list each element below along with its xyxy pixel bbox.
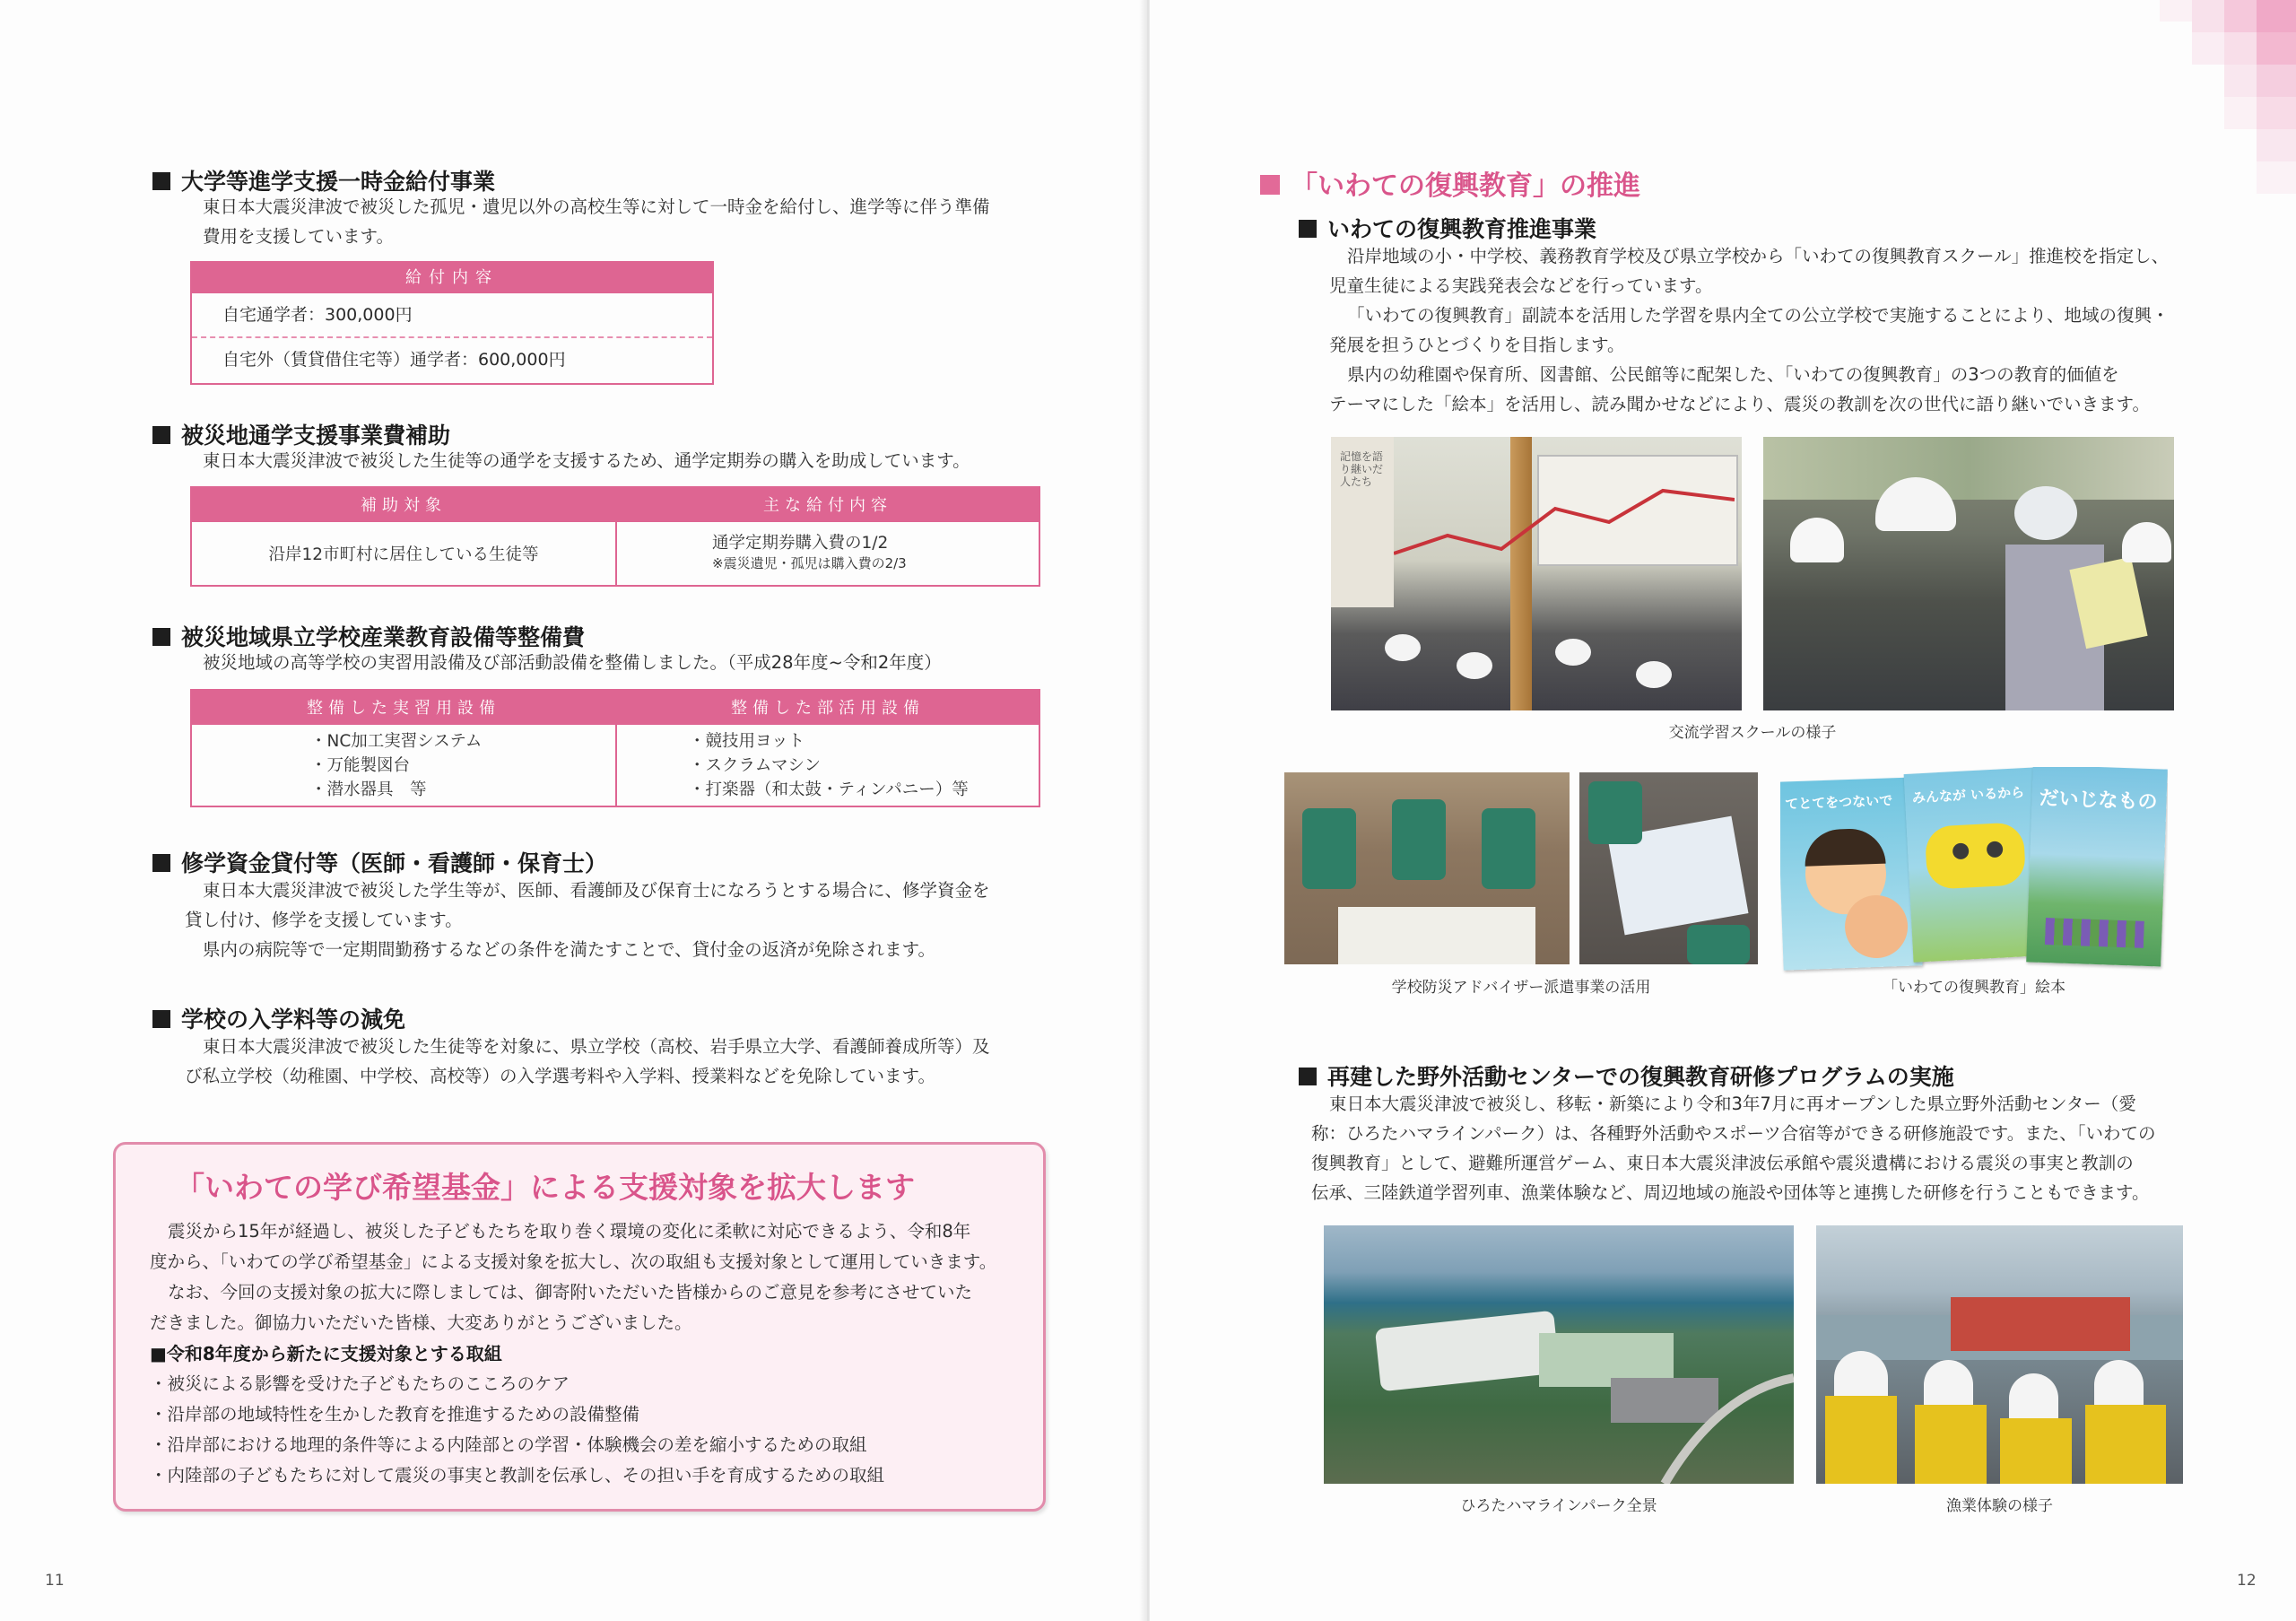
section-heading-text: 被災地通学支援事業費補助 — [181, 423, 451, 449]
table-cell — [616, 724, 1039, 806]
book-title: てとてをつないで — [1784, 792, 1893, 813]
photo-floor-map — [1338, 907, 1535, 964]
table-cell: 沿岸12市町村に居住している生徒等 — [191, 521, 616, 586]
body-line: なお、今回の支援対象の拡大に際しましては、御寄附いただいた皆様からのご意見を参考にさせていた — [168, 1282, 973, 1303]
list-item: ・スクラムマシン — [689, 755, 821, 775]
body-line: テーマにした「絵本」を活用し、読み聞かせなどにより、震災の教訓を次の世代に語り継いでいきます。 — [1329, 394, 2150, 414]
list-item: ・万能製図台 — [310, 755, 411, 775]
list-item: ・NC加工実習システム — [310, 731, 483, 751]
photo-life-jacket — [2085, 1405, 2166, 1484]
benefit-table — [190, 261, 714, 385]
body-line: 県内の病院等で一定期間勤務するなどの条件を満たすことで、貸付金の返済が免除されます。 — [203, 939, 936, 960]
photo-red-jackets — [1951, 1297, 2130, 1351]
body-line: 伝承、三陸鉄道学習列車、漁業体験など、周辺地域の施設や団体等と連携した研修を行うこともできます。 — [1311, 1182, 2150, 1203]
section-heading-text: 再建した野外活動センターでの復興教育研修プログラムの実施 — [1327, 1064, 1954, 1090]
section-heading-text: いわての復興教育推進事業 — [1327, 216, 1597, 242]
body-line: 東日本大震災津波で被災した生徒等の通学を支援するため、通学定期券の購入を助成しています。 — [203, 450, 970, 471]
photo-exhibition — [1331, 437, 1742, 710]
photo-caption: 学校防災アドバイザー派遣事業の活用 — [1391, 979, 1651, 997]
table-header: 整備した実習用設備 — [191, 690, 616, 724]
photo-child-cap — [1636, 661, 1672, 688]
photo-life-jacket — [1825, 1396, 1897, 1484]
photo-child-cap — [2122, 522, 2171, 562]
body-line: 貸し付け、修学を支援しています。 — [185, 910, 463, 930]
box-subheading: ■令和8年度から新たに支援対象とする取組 — [150, 1343, 502, 1364]
list-item: ・沿岸部における地理的条件等による内陸部との学習・体験機会の差を縮小するための取組 — [150, 1434, 867, 1455]
photo-student — [1482, 808, 1535, 889]
table-cell — [616, 521, 1039, 586]
table-cell-note: ※震災遺児・孤児は購入費の2/3 — [712, 555, 907, 571]
section-heading — [152, 1002, 405, 1034]
book-cover-3 — [2026, 767, 2168, 967]
photo-caption: 交流学習スクールの様子 — [1668, 724, 1837, 742]
photo-life-jacket — [2000, 1418, 2072, 1484]
page-title-text: 「いわての復興教育」の推進 — [1291, 170, 1640, 202]
list-item: ・競技用ヨット — [689, 731, 805, 751]
table-row: 自宅通学者：300,000円 — [192, 293, 712, 338]
box-body — [150, 1216, 1029, 1491]
list-item: ・潜水器具 等 — [310, 780, 427, 799]
photo-outdoor-exchange — [1763, 437, 2174, 710]
photo-student — [1687, 925, 1750, 964]
left-page — [0, 0, 1146, 1621]
photo-background-trees — [1763, 437, 2174, 500]
photo-student — [1588, 781, 1642, 844]
book-title: みんなが いるから — [1911, 784, 2025, 806]
subsidy-table — [190, 486, 1040, 587]
photo-sign-text: 記憶を語り継いだ人たち — [1340, 450, 1384, 488]
book-cover-2 — [1904, 767, 2048, 963]
square-bullet-icon — [152, 854, 170, 872]
page-number: 11 — [45, 1572, 65, 1590]
section-body — [185, 1032, 1082, 1091]
body-line: 東日本大震災津波で被災し、移転・新築により令和3年7月に再オープンした県立野外活動センター（愛 — [1329, 1094, 2136, 1114]
body-line: 復興教育」として、避難所運営ゲーム、東日本大震災津波伝承館や震災遺構における震災の事実と教訓の — [1311, 1153, 2134, 1173]
section-heading-text: 修学資金貸付等（医師・看護師・保育士） — [181, 850, 608, 876]
photo-elder-hat — [2014, 486, 2077, 540]
photo-red-line — [1394, 473, 1735, 562]
page-title — [1260, 163, 1640, 203]
section-body — [1311, 1089, 2262, 1207]
photo-child-cap — [1385, 634, 1421, 661]
list-item: ・内陸部の子どもたちに対して震災の事実と教訓を伝承し、その担い手を育成するための取組 — [150, 1465, 885, 1486]
square-bullet-icon — [1299, 220, 1317, 238]
square-bullet-icon — [152, 426, 170, 444]
photo-caption: 漁業体験の様子 — [1946, 1497, 2053, 1515]
photo-caption: 「いわての復興教育」絵本 — [1883, 979, 2066, 997]
book-bus — [1925, 822, 2027, 890]
body-line: 児童生徒による実践発表会などを行っています。 — [1329, 275, 1713, 296]
body-line: 県内の幼稚園や保育所、図書館、公民館等に配架した、「いわての復興教育」の3つの教育的価値を — [1347, 364, 2119, 385]
list-item: ・被災による影響を受けた子どもたちのこころのケア — [150, 1373, 570, 1394]
table-cell — [191, 724, 616, 806]
body-line: 被災地域の高等学校の実習用設備及び部活動設備を整備しました。（平成28年度~令和2年度） — [203, 652, 942, 673]
body-line: 費用を支援しています。 — [203, 226, 394, 247]
photo-child-cap — [1457, 652, 1492, 679]
right-page — [1150, 0, 2296, 1621]
section-heading — [1299, 1059, 1954, 1092]
box-title: 「いわての学び希望基金」による支援対象を拡大します — [175, 1170, 915, 1205]
section-heading-text: 被災地域県立学校産業教育設備等整備費 — [181, 624, 586, 650]
photo-helmet — [1924, 1360, 1973, 1409]
photo-road — [1324, 1225, 1794, 1484]
body-line: 称：ひろたハマラインパーク）は、各種野外活動やスポーツ合宿等ができる研修施設です。また、「いわての — [1311, 1123, 2156, 1144]
section-heading-text: 学校の入学料等の減免 — [181, 1007, 406, 1033]
book-child-hair — [1804, 828, 1885, 867]
photo-student — [1302, 808, 1356, 889]
section-heading — [152, 846, 607, 878]
photo-child-cap — [1790, 518, 1844, 562]
book-title: だいじなもの — [2039, 787, 2158, 815]
square-bullet-icon — [1299, 1068, 1317, 1085]
photo-student — [1392, 799, 1446, 880]
section-heading-text: 大学等進学支援一時金給付事業 — [181, 169, 496, 195]
photo-helmet — [2009, 1373, 2058, 1423]
body-line: 震災から15年が経過し、被災した子どもたちを取り巻く環境の変化に柔軟に対応できるよう、令和8年 — [168, 1221, 971, 1242]
body-line: び私立学校（幼稚園、中学校、高校等）の入学選考料や入学料、授業料などを免除しています。 — [185, 1066, 935, 1086]
book-cover-1 — [1780, 777, 1923, 970]
section-heading — [1299, 212, 1596, 244]
section-body — [185, 876, 1082, 964]
pink-square-icon — [1260, 175, 1280, 195]
table-header: 補助対象 — [191, 487, 616, 521]
photo-disaster-advisor-1 — [1284, 772, 1570, 964]
body-line: 東日本大震災津波で被災した孤児・遺児以外の高校生等に対して一時金を給付し、進学等に伴う準備 — [203, 196, 990, 217]
fund-expansion-box — [113, 1142, 1046, 1512]
table-header: 整備した部活用設備 — [616, 690, 1039, 724]
body-line: 度から、「いわての学び希望基金」による支援対象を拡大し、次の取組も支援対象として運用していきます。 — [150, 1251, 997, 1272]
photo-child-cap — [1555, 639, 1591, 666]
photo-disaster-advisor-2 — [1579, 772, 1758, 964]
table-row: 自宅外（賃貸借住宅等）通学者：600,000円 — [222, 350, 566, 370]
section-body — [203, 446, 1100, 475]
photo-aerial-park — [1324, 1225, 1794, 1484]
square-bullet-icon — [152, 172, 170, 190]
section-body — [1329, 241, 2262, 419]
body-line: だきました。御協力いただいた皆様、大変ありがとうございました。 — [150, 1312, 692, 1333]
body-line: 「いわての復興教育」副読本を活用した学習を県内全ての公立学校で実施することにより、地域の復興・ — [1347, 305, 2170, 326]
body-line: 東日本大震災津波で被災した生徒等を対象に、県立学校（高校、岩手県立大学、看護師養成所等）及 — [203, 1036, 990, 1057]
section-body — [203, 648, 1100, 677]
photo-helmet — [2094, 1360, 2144, 1409]
pink-mosaic-decoration — [2027, 0, 2296, 224]
photo-fishing-experience — [1816, 1225, 2183, 1484]
table-cell-line: 通学定期券購入費の1/2 — [712, 534, 889, 553]
table-header: 給付内容 — [192, 263, 712, 293]
section-body — [203, 192, 1064, 251]
body-line: 沿岸地域の小・中学校、義務教育学校及び県立学校から「いわての復興教育スクール」推進校を指定し、 — [1347, 246, 2170, 266]
list-item: ・沿岸部の地域特性を生かした教育を推進するための設備整備 — [150, 1404, 640, 1425]
equipment-table — [190, 689, 1040, 807]
photo-caption: ひろたハマラインパーク全景 — [1460, 1497, 1657, 1515]
square-bullet-icon — [152, 628, 170, 646]
list-item: ・打楽器（和太鼓・ティンパニー）等 — [689, 780, 969, 799]
picture-books — [1780, 767, 2168, 975]
page-number: 12 — [2237, 1572, 2257, 1590]
body-line: 発展を担うひとづくりを目指します。 — [1329, 335, 1625, 355]
book-child-face — [1844, 894, 1909, 959]
square-bullet-icon — [152, 1010, 170, 1028]
body-line: 東日本大震災津波で被災した学生等が、医師、看護師及び保育士になろうとする場合に、修学資金を — [203, 880, 990, 901]
book-flowers — [2045, 918, 2144, 948]
table-header: 主な給付内容 — [616, 487, 1039, 521]
photo-life-jacket — [1915, 1405, 1987, 1484]
